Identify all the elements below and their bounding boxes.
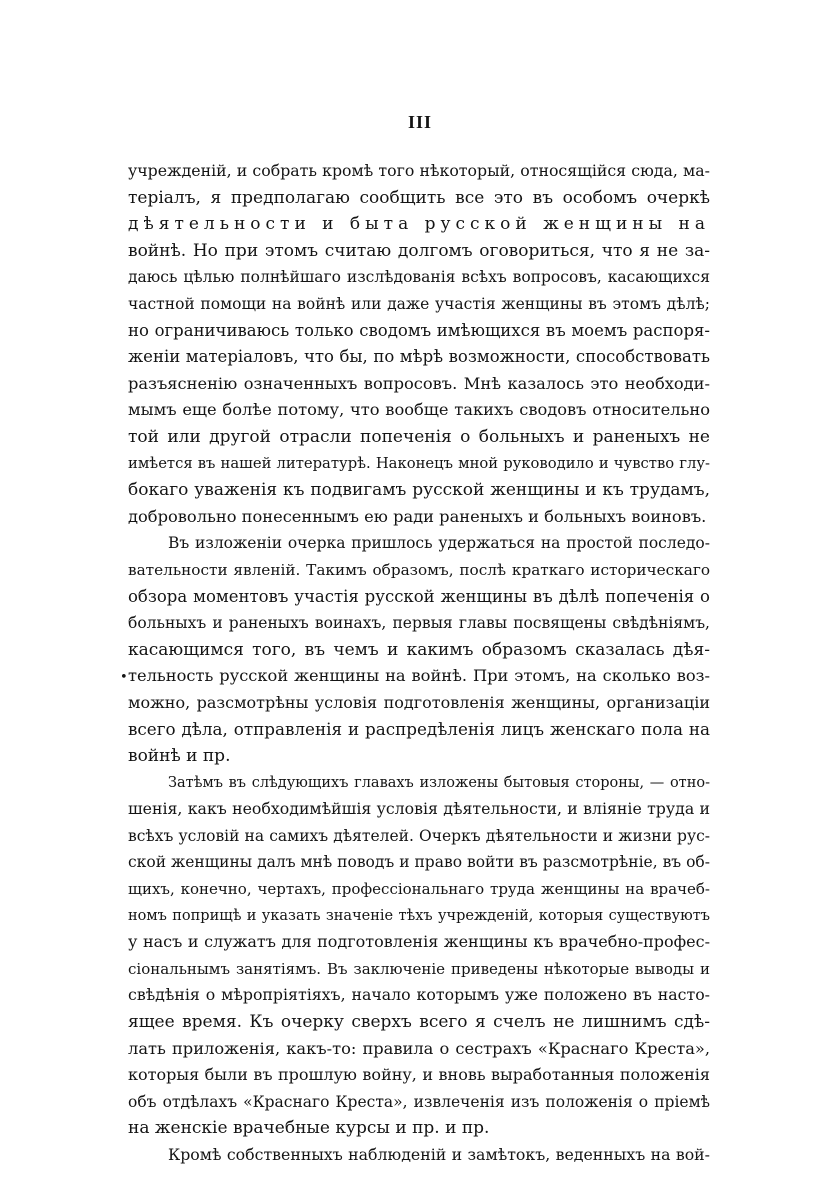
page-number: III <box>407 112 432 132</box>
text-line: у насъ и служатъ для подготовленія женщины къ врачебно-профес- <box>128 932 710 952</box>
text-line: лать приложенія, какъ-то: правила о сестрахъ «Краснаго Креста», <box>128 1038 710 1058</box>
text-line: частной помощи на войнѣ или даже участія женщины въ этомъ дѣлѣ; <box>128 294 710 313</box>
text-line: номъ поприщѣ и указать значеніе тѣхъ учрежденій, которыя существуютъ <box>128 907 710 924</box>
text-line: теріалъ, я предполагаю сообщить все это въ особомъ очеркѣ <box>128 187 710 208</box>
text-line: щихъ, конечно, чертахъ, профессіональнаго труда женщины на врачеб- <box>128 880 710 899</box>
text-line: касающимся того, въ чемъ и какимъ образомъ сказалась дѣя- <box>128 639 710 660</box>
paragraph-start-line: Кромѣ собственныхъ наблюденій и замѣтокъ, веденныхъ на вой- <box>168 1144 710 1164</box>
body-text <box>128 158 710 1169</box>
text-line: тельность русской женщины на войнѣ. При этомъ, на сколько воз- <box>128 666 710 686</box>
text-line: имѣется въ нашей литературѣ. Наконецъ мной руководило и чувство глу- <box>128 454 710 472</box>
text-line: войнѣ. Но при этомъ считаю долгомъ оговориться, что я не за- <box>128 240 710 261</box>
text-line: шенія, какъ необходимѣйшія условія дѣятельности, и вліяніе труда и <box>128 799 710 819</box>
text-line: разъясненію означенныхъ вопросовъ. Мнѣ казалось это необходи- <box>128 373 710 393</box>
text-line: но ограничиваюсь только сводомъ имѣющихся въ моемъ распоря- <box>128 320 710 340</box>
text-line: всѣхъ условій на самихъ дѣятелей. Очеркъ дѣятельности и жизни рус- <box>128 826 710 845</box>
paragraph-start-line: Въ изложеніи очерка пришлось удержаться на простой последо- <box>168 534 710 553</box>
text-line-spaced: дѣятельности и быта русской женщины на <box>128 214 710 235</box>
margin-mark: • <box>120 670 128 685</box>
text-line: женіи матеріаловъ, что бы, по мѣрѣ возможности, способствовать <box>128 347 710 367</box>
text-line: которыя были въ прошлую войну, и вновь выработанныя положенія <box>128 1065 710 1085</box>
text-line: ящее время. Къ очерку сверхъ всего я счелъ не лишнимъ сдѣ- <box>128 1012 710 1032</box>
text-line: свѣдѣнія о мѣропріятіяхъ, начало которымъ уже положено въ насто- <box>128 985 710 1005</box>
text-line: ской женщины далъ мнѣ поводъ и право войти въ разсмотрѣніе, въ об- <box>128 853 710 872</box>
text-line: добровольно понесеннымъ ею ради раненыхъ и больныхъ воиновъ. <box>128 506 707 526</box>
text-line: больныхъ и раненыхъ воинахъ, первыя главы посвящены свѣдѣніямъ, <box>128 614 710 633</box>
text-line: обзора моментовъ участія русской женщины въ дѣлѣ попеченія о <box>128 586 710 606</box>
text-line: войнѣ и пр. <box>128 746 231 767</box>
text-line: всего дѣла, отправленія и распредѣленія лицъ женскаго пола на <box>128 719 710 740</box>
text-line: сіональнымъ занятіямъ. Въ заключеніе приведены нѣкоторые выводы и <box>128 959 710 978</box>
paragraph-start-line: Затѣмъ въ слѣдующихъ главахъ изложены бытовыя стороны, — отно- <box>168 774 710 791</box>
text-line: можно, разсмотрѣны условія подготовленія женщины, организаціи <box>128 692 710 712</box>
text-line: учрежденій, и собрать кромѣ того нѣкоторый, относящійся сюда, ма- <box>128 161 710 180</box>
text-line: бокаго уваженія къ подвигамъ русской женщины и къ трудамъ, <box>128 480 710 501</box>
text-line: даюсь цѣлью полнѣйшаго изслѣдованія всѣхъ вопросовъ, касающихся <box>128 268 710 287</box>
text-line: на женскіе врачебные курсы и пр. и пр. <box>128 1118 490 1139</box>
text-line: мымъ еще болѣе потому, что вообще такихъ сводовъ относительно <box>128 400 710 420</box>
text-line: вательности явленій. Такимъ образомъ, послѣ краткаго историческаго <box>128 560 710 579</box>
text-line: объ отдѣлахъ «Краснаго Креста», извлеченія изъ положенія о пріемѣ <box>128 1092 710 1111</box>
text-line: той или другой отрасли попеченія о больныхъ и раненыхъ не <box>128 426 710 447</box>
